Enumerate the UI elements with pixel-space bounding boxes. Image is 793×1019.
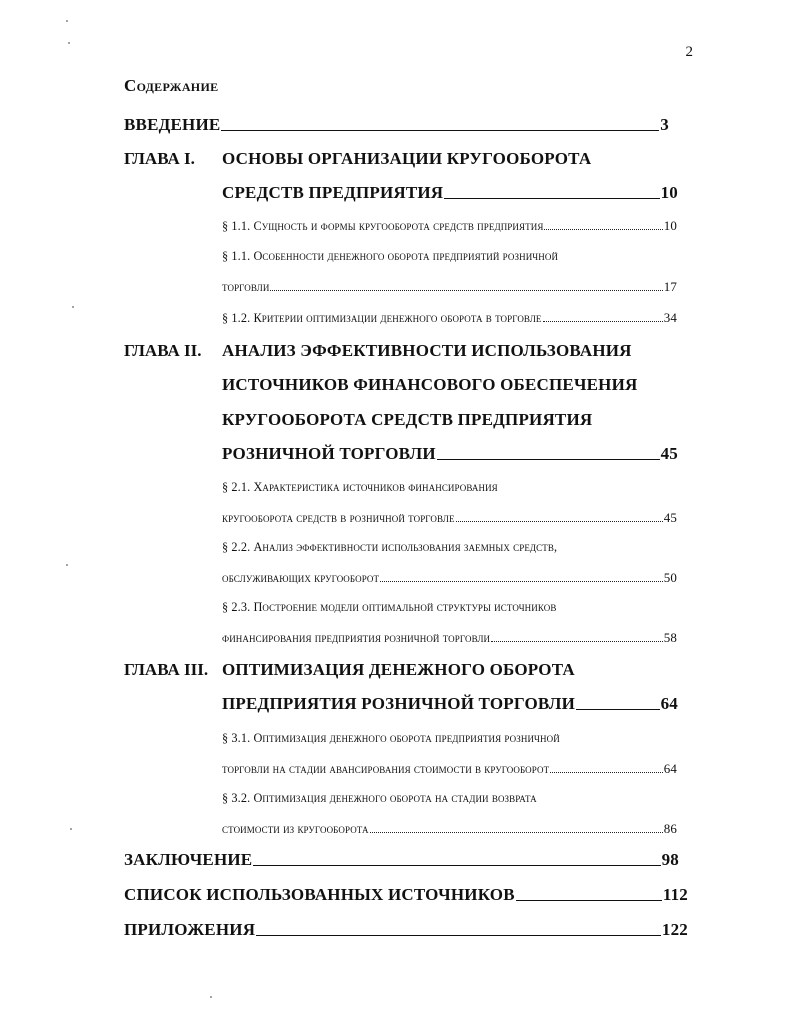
entry-label: ВВЕДЕНИЕ xyxy=(124,115,221,134)
leader-line xyxy=(516,900,662,901)
leader-line xyxy=(221,130,659,131)
section-text: торговли xyxy=(222,280,270,294)
leader-dots xyxy=(380,581,663,582)
section-3-1-line-1[interactable] xyxy=(222,731,560,746)
entry-page: 45 xyxy=(660,444,678,463)
scan-speck xyxy=(210,996,212,998)
section-text: § 3.2. Оптимизация денежного оборота на стадии возврата xyxy=(222,791,537,805)
toc-entry-references[interactable] xyxy=(124,885,688,905)
section-1-2[interactable] xyxy=(222,310,677,326)
chapter-title-text: ПРЕДПРИЯТИЯ РОЗНИЧНОЙ ТОРГОВЛИ xyxy=(222,694,576,713)
entry-page: 10 xyxy=(663,218,677,233)
section-1-1[interactable] xyxy=(222,218,677,234)
chapter-1-title-line-2[interactable] xyxy=(222,183,678,203)
chapter-2-title-line-3[interactable] xyxy=(222,410,592,430)
section-2-1-line-2[interactable] xyxy=(222,510,677,526)
entry-label: СПИСОК ИСПОЛЬЗОВАННЫХ ИСТОЧНИКОВ xyxy=(124,885,515,904)
chapter-2-title-line-4[interactable] xyxy=(222,444,678,464)
section-text: обслуживающих кругооборот xyxy=(222,571,380,585)
chapter-2-label: ГЛАВА II. xyxy=(124,341,202,360)
entry-page: 122 xyxy=(661,920,688,939)
section-2-2-line-1[interactable] xyxy=(222,540,557,555)
entry-page: 3 xyxy=(660,115,669,134)
chapter-2-title-line-2[interactable] xyxy=(222,375,638,395)
toc-heading: Содержание xyxy=(124,76,219,95)
chapter-2-title-line-1[interactable] xyxy=(222,341,632,361)
section-2-3-line-2[interactable] xyxy=(222,630,677,646)
section-2-3-line-1[interactable] xyxy=(222,600,556,615)
toc-entry-appendices[interactable] xyxy=(124,920,688,940)
section-text: § 2.1. Характеристика источников финансирования xyxy=(222,480,498,494)
chapter-title-text: КРУГООБОРОТА СРЕДСТВ ПРЕДПРИЯТИЯ xyxy=(222,410,593,429)
entry-page: 34 xyxy=(663,310,677,325)
leader-line xyxy=(576,709,660,710)
chapter-1-title-line-1[interactable] xyxy=(222,149,591,169)
leader-line xyxy=(253,865,660,866)
section-3-2-line-1[interactable] xyxy=(222,791,537,806)
leader-line xyxy=(444,198,659,199)
entry-page: 10 xyxy=(660,183,678,202)
entry-page: 17 xyxy=(663,279,677,294)
leader-line xyxy=(437,459,660,460)
leader-dots xyxy=(456,521,663,522)
entry-page: 64 xyxy=(660,694,678,713)
section-1-1b-line-1[interactable] xyxy=(222,249,558,264)
chapter-title-text: ОПТИМИЗАЦИЯ ДЕНЕЖНОГО ОБОРОТА xyxy=(222,660,575,679)
section-text: § 2.3. Построение модели оптимальной структуры источников xyxy=(222,600,557,614)
section-text: торговли на стадии авансирования стоимости в кругооборот xyxy=(222,762,550,776)
chapter-title-text: ИСТОЧНИКОВ ФИНАНСОВОГО ОБЕСПЕЧЕНИЯ xyxy=(222,375,638,394)
chapter-1-label: ГЛАВА I. xyxy=(124,149,195,168)
leader-dots xyxy=(550,772,663,773)
entry-label: ПРИЛОЖЕНИЯ xyxy=(124,920,256,939)
section-3-2-line-2[interactable] xyxy=(222,821,677,837)
scan-speck xyxy=(68,42,70,44)
section-text: стоимости из кругооборота xyxy=(222,822,369,836)
toc-entry-conclusion[interactable] xyxy=(124,850,679,870)
leader-dots xyxy=(544,229,662,230)
entry-page: 98 xyxy=(661,850,679,869)
leader-dots xyxy=(491,641,663,642)
section-2-1-line-1[interactable] xyxy=(222,480,498,495)
chapter-title-text: АНАЛИЗ ЭФФЕКТИВНОСТИ ИСПОЛЬЗОВАНИЯ xyxy=(222,341,632,360)
section-text: § 1.2. Критерии оптимизации денежного оборота в торговле xyxy=(222,311,542,325)
leader-dots xyxy=(270,290,662,291)
leader-line xyxy=(256,935,661,936)
entry-page: 58 xyxy=(663,630,677,645)
section-text: финансирования предприятия розничной торговли xyxy=(222,631,491,645)
chapter-3-title-line-1[interactable] xyxy=(222,660,575,680)
chapter-3-title-line-2[interactable] xyxy=(222,694,678,714)
section-text: § 1.1. Сущность и формы кругооборота средств предприятия xyxy=(222,219,544,233)
section-3-1-line-2[interactable] xyxy=(222,761,677,777)
section-text: § 1.1. Особенности денежного оборота предприятий розничной xyxy=(222,249,559,263)
scan-speck xyxy=(66,20,68,22)
leader-dots xyxy=(370,832,663,833)
scan-speck xyxy=(66,564,68,566)
section-text: § 3.1. Оптимизация денежного оборота предприятия розничной xyxy=(222,731,560,745)
chapter-title-text: ОСНОВЫ ОРГАНИЗАЦИИ КРУГООБОРОТА xyxy=(222,149,592,168)
entry-page: 86 xyxy=(663,821,677,836)
toc-entry-intro[interactable] xyxy=(124,115,669,135)
entry-page: 112 xyxy=(662,885,688,904)
section-2-2-line-2[interactable] xyxy=(222,570,677,586)
scan-speck xyxy=(72,306,74,308)
entry-page: 64 xyxy=(663,761,677,776)
entry-label: ЗАКЛЮЧЕНИЕ xyxy=(124,850,253,869)
section-text: кругооборота средств в розничной торговле xyxy=(222,511,455,525)
page-number: 2 xyxy=(685,44,693,60)
section-text: § 2.2. Анализ эффективности использования заемных средств, xyxy=(222,540,558,554)
entry-page: 45 xyxy=(663,510,677,525)
leader-dots xyxy=(543,321,663,322)
chapter-title-text: СРЕДСТВ ПРЕДПРИЯТИЯ xyxy=(222,183,444,202)
section-1-1b-line-2[interactable] xyxy=(222,279,677,295)
scan-speck xyxy=(70,828,72,830)
entry-page: 50 xyxy=(663,570,677,585)
chapter-title-text: РОЗНИЧНОЙ ТОРГОВЛИ xyxy=(222,444,436,463)
chapter-3-label: ГЛАВА III. xyxy=(124,660,209,679)
